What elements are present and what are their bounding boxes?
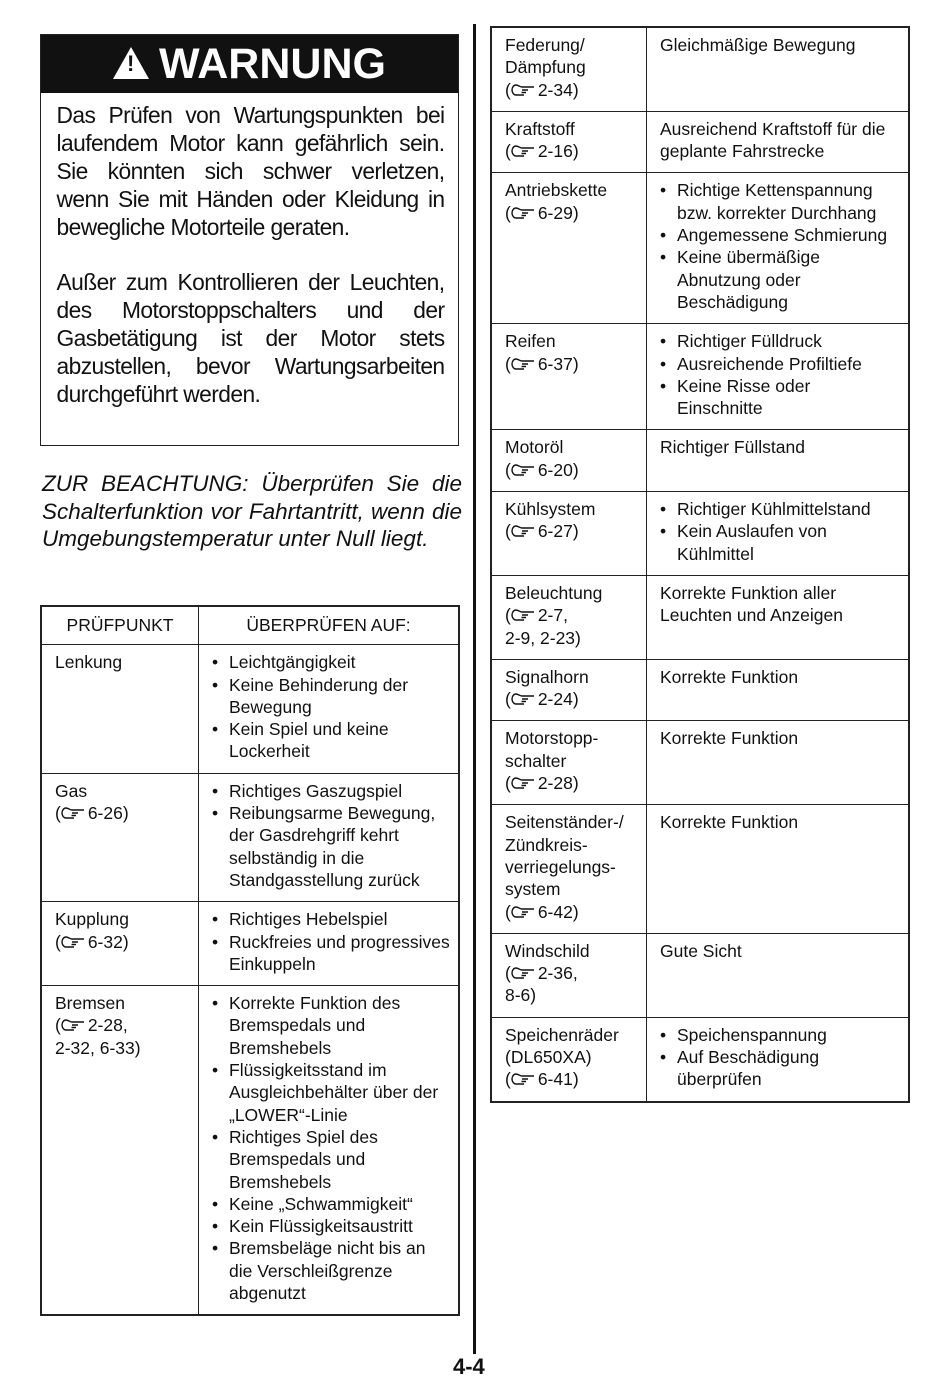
pointing-hand-icon: [511, 608, 535, 622]
inspection-item-name: Kraftstoff: [505, 118, 575, 139]
table-row: [491, 1017, 909, 1101]
page-reference: [505, 459, 638, 481]
inspection-item-cell: [491, 1017, 647, 1101]
list-item: • Richtiger Fülldruck: [660, 330, 900, 352]
reference-paren: (: [505, 79, 511, 100]
check-text: Korrekte Funktion: [660, 666, 799, 687]
table-row: [491, 27, 909, 111]
page-reference: [505, 604, 638, 626]
check-cell: [199, 986, 460, 1316]
check-cell: [647, 111, 910, 173]
page-reference: [505, 1068, 638, 1090]
inspection-item-cell: [491, 430, 647, 492]
column-header-check: ÜBERPRÜFEN AUF:: [199, 606, 460, 645]
check-list: [660, 330, 900, 419]
inspection-item-cell: [491, 173, 647, 324]
note-text: ZUR BEACHTUNG: Überprüfen Sie die Schalterfunktion vor Fahrtantritt, wenn die Umgebungstemperatur unter Null liegt.: [42, 471, 462, 551]
list-item: • Leichtgängigkeit: [212, 651, 450, 673]
list-item: • Keine Risse oder Einschnitte: [660, 375, 900, 420]
check-cell: [199, 645, 460, 773]
reference-text: 6-27): [537, 521, 579, 542]
table-header-row: [41, 606, 459, 645]
warning-box: [40, 34, 459, 446]
inspection-item-name: Reifen: [505, 331, 556, 352]
check-text: Gute Sicht: [660, 940, 742, 961]
inspection-item-name: Gas: [55, 780, 88, 801]
table-row: [491, 805, 909, 933]
table-row: [491, 492, 909, 576]
inspection-item-name: Lenkung: [55, 652, 123, 673]
reference-text: 6-37): [537, 353, 579, 374]
inspection-item-name: Speichenräder (DL650XA): [505, 1024, 619, 1067]
list-item: • Richtige Kettenspannung bzw. korrekter Durchhang: [660, 179, 900, 224]
pointing-hand-icon: [511, 776, 535, 790]
inspection-item-name: Kühlsystem: [505, 499, 596, 520]
list-item: • Kein Flüssigkeitsaustritt: [212, 1215, 450, 1237]
page-reference: [55, 802, 190, 824]
pointing-hand-icon: [511, 905, 535, 919]
table-row: [491, 111, 909, 173]
check-cell: [647, 324, 910, 430]
page-reference: [505, 627, 638, 649]
check-cell: [647, 721, 910, 805]
reference-paren: (: [505, 521, 511, 542]
reference-text: 2-16): [537, 141, 579, 162]
list-item: • Bremsbeläge nicht bis an die Verschleißgrenze abgenutzt: [212, 1237, 450, 1304]
list-item: • Reibungsarme Bewegung, der Gasdrehgriff kehrt selbständig in die Standgasstellung zurück: [212, 802, 450, 891]
inspection-item-cell: [41, 902, 199, 986]
check-text: Korrekte Funktion: [660, 812, 799, 833]
warning-paragraph: Das Prüfen von Wartungspunkten bei laufendem Motor kann gefährlich sein. Sie könnten sich schwer verletzen, wenn Sie mit Händen oder Kleidung in bewegliche Motorteile geraten.: [56, 102, 445, 240]
page-reference: [505, 688, 638, 710]
pointing-hand-icon: [61, 935, 85, 949]
reference-paren: (: [505, 605, 511, 626]
list-item: • Speichenspannung: [660, 1024, 900, 1046]
pointing-hand-icon: [511, 83, 535, 97]
pointing-hand-icon: [511, 206, 535, 220]
inspection-table-right: [490, 26, 910, 1103]
list-item: • Richtiges Gaszugspiel: [212, 780, 450, 802]
check-cell: [647, 933, 910, 1017]
check-text: Korrekte Funktion aller Leuchten und Anzeigen: [660, 582, 843, 626]
check-cell: [647, 1017, 910, 1101]
reference-text: 2-7,: [537, 605, 568, 626]
inspection-item-name: Seitenständer-/ Zündkreis-verriegelungs-system: [505, 812, 624, 900]
page-reference: [55, 1014, 190, 1036]
check-cell: [199, 773, 460, 901]
inspection-item-cell: [491, 805, 647, 933]
pointing-hand-icon: [61, 1018, 85, 1032]
reference-paren: (: [505, 901, 511, 922]
list-item: • Auf Beschädigung überprüfen: [660, 1046, 900, 1091]
table-row: [41, 902, 459, 986]
reference-paren: (: [55, 803, 61, 824]
reference-paren: (: [505, 773, 511, 794]
reference-paren: (: [505, 689, 511, 710]
reference-paren: (: [55, 1015, 61, 1036]
page-reference: [505, 520, 638, 542]
check-list: [660, 498, 900, 565]
page-reference: [505, 984, 638, 1006]
warning-title: WARNUNG: [159, 39, 386, 88]
warning-body: [41, 93, 460, 408]
check-cell: [199, 902, 460, 986]
reference-text: 6-42): [537, 901, 579, 922]
inspection-item-cell: [491, 111, 647, 173]
table-row: [491, 933, 909, 1017]
reference-text: 2-28): [537, 773, 579, 794]
inspection-item-cell: [491, 324, 647, 430]
check-list: [212, 992, 450, 1304]
check-list: [212, 908, 450, 975]
reference-text: 2-28,: [87, 1015, 128, 1036]
check-list: [660, 179, 900, 313]
list-item: • Keine „Schwammigkeit“: [212, 1193, 450, 1215]
pointing-hand-icon: [511, 966, 535, 980]
check-cell: [647, 173, 910, 324]
page-reference: [505, 901, 638, 923]
reference-paren: (: [505, 963, 511, 984]
page-reference: [505, 140, 638, 162]
list-item: • Kein Spiel und keine Lockerheit: [212, 718, 450, 763]
check-cell: [647, 27, 910, 111]
page-reference: [505, 79, 638, 101]
reference-text: 2-9, 2-23): [505, 627, 581, 648]
pointing-hand-icon: [511, 463, 535, 477]
table-row: [491, 575, 909, 659]
reference-text: 2-32, 6-33): [55, 1037, 141, 1058]
inspection-item-name: Motorstopp-schalter: [505, 728, 599, 771]
list-item: • Keine übermäßige Abnutzung oder Beschädigung: [660, 246, 900, 313]
reference-text: 6-29): [537, 202, 579, 223]
list-item: • Ruckfreies und progressives Einkuppeln: [212, 931, 450, 976]
inspection-item-name: Signalhorn: [505, 666, 589, 687]
table-row: [491, 324, 909, 430]
list-item: • Angemessene Schmierung: [660, 224, 900, 246]
check-text: Richtiger Füllstand: [660, 437, 805, 458]
pointing-hand-icon: [511, 144, 535, 158]
inspection-item-name: Antriebskette: [505, 180, 608, 201]
list-item: • Korrekte Funktion des Bremspedals und Bremshebels: [212, 992, 450, 1059]
inspection-item-cell: [491, 659, 647, 721]
inspection-item-cell: [41, 773, 199, 901]
warning-triangle-icon: [113, 47, 149, 79]
list-item: • Flüssigkeitsstand im Ausgleichbehälter über der „LOWER“-Linie: [212, 1059, 450, 1126]
warning-paragraph: Außer zum Kontrollieren der Leuchten, des Motorstoppschalters und der Gasbetätigung ist der Motor stets abzustellen, bevor Wartungsarbeiten durchgeführt werden.: [56, 269, 445, 407]
inspection-item-cell: [41, 645, 199, 773]
list-item: • Richtiges Hebelspiel: [212, 908, 450, 930]
pointing-hand-icon: [61, 806, 85, 820]
list-item: • Ausreichende Profiltiefe: [660, 353, 900, 375]
check-text: Gleichmäßige Bewegung: [660, 35, 856, 55]
inspection-item-cell: [491, 721, 647, 805]
table-row: [491, 721, 909, 805]
column-header-item: PRÜFPUNKT: [41, 606, 199, 645]
list-item: • Kein Auslaufen von Kühlmittel: [660, 520, 900, 565]
check-list: [660, 1024, 900, 1091]
inspection-item-name: Motoröl: [505, 437, 564, 458]
check-cell: [647, 492, 910, 576]
inspection-item-cell: [491, 492, 647, 576]
page-number: 4-4: [453, 1354, 485, 1379]
reference-text: 6-26): [87, 803, 129, 824]
list-item: • Keine Behinderung der Bewegung: [212, 674, 450, 719]
reference-paren: (: [505, 353, 511, 374]
page-reference: [505, 202, 638, 224]
inspection-item-cell: [491, 27, 647, 111]
pointing-hand-icon: [511, 692, 535, 706]
inspection-item-cell: [491, 933, 647, 1017]
reference-paren: (: [505, 202, 511, 223]
check-list: [212, 780, 450, 891]
check-text: Ausreichend Kraftstoff für die geplante Fahrstrecke: [660, 118, 886, 162]
check-cell: [647, 575, 910, 659]
page-reference: [505, 962, 638, 984]
inspection-item-name: Bremsen: [55, 993, 126, 1014]
inspection-item-name: Kupplung: [55, 909, 129, 930]
page-reference: [55, 1037, 190, 1059]
table-row: [41, 986, 459, 1316]
check-list: [212, 651, 450, 762]
list-item: • Richtiges Spiel des Bremspedals und Bremshebels: [212, 1126, 450, 1193]
page-reference: [505, 353, 638, 375]
list-item: • Richtiger Kühlmittelstand: [660, 498, 900, 520]
check-cell: [647, 805, 910, 933]
reference-text: 8-6): [505, 985, 537, 1006]
inspection-item-cell: [41, 986, 199, 1316]
pointing-hand-icon: [511, 1072, 535, 1086]
pointing-hand-icon: [511, 357, 535, 371]
reference-paren: (: [505, 1069, 511, 1090]
page-reference: [55, 931, 190, 953]
reference-text: 6-20): [537, 459, 579, 480]
table-row: [41, 773, 459, 901]
inspection-table-left: [40, 605, 460, 1316]
reference-text: 6-41): [537, 1069, 579, 1090]
reference-text: 2-36,: [537, 963, 578, 984]
check-cell: [647, 430, 910, 492]
reference-text: 2-24): [537, 689, 579, 710]
pointing-hand-icon: [511, 524, 535, 538]
column-divider: [473, 24, 476, 1354]
check-text: Korrekte Funktion: [660, 728, 799, 749]
reference-paren: (: [505, 141, 511, 162]
inspection-item-name: Federung/ Dämpfung: [505, 35, 586, 78]
warning-header: [41, 35, 458, 93]
table-row: [41, 645, 459, 773]
reference-text: 2-34): [537, 79, 579, 100]
check-cell: [647, 659, 910, 721]
page-reference: [505, 772, 638, 794]
inspection-item-name: Beleuchtung: [505, 582, 603, 603]
reference-paren: (: [55, 931, 61, 952]
reference-paren: (: [505, 459, 511, 480]
reference-text: 6-32): [87, 931, 129, 952]
inspection-item-cell: [491, 575, 647, 659]
inspection-item-name: Windschild: [505, 940, 590, 961]
table-row: [491, 430, 909, 492]
table-row: [491, 173, 909, 324]
table-row: [491, 659, 909, 721]
